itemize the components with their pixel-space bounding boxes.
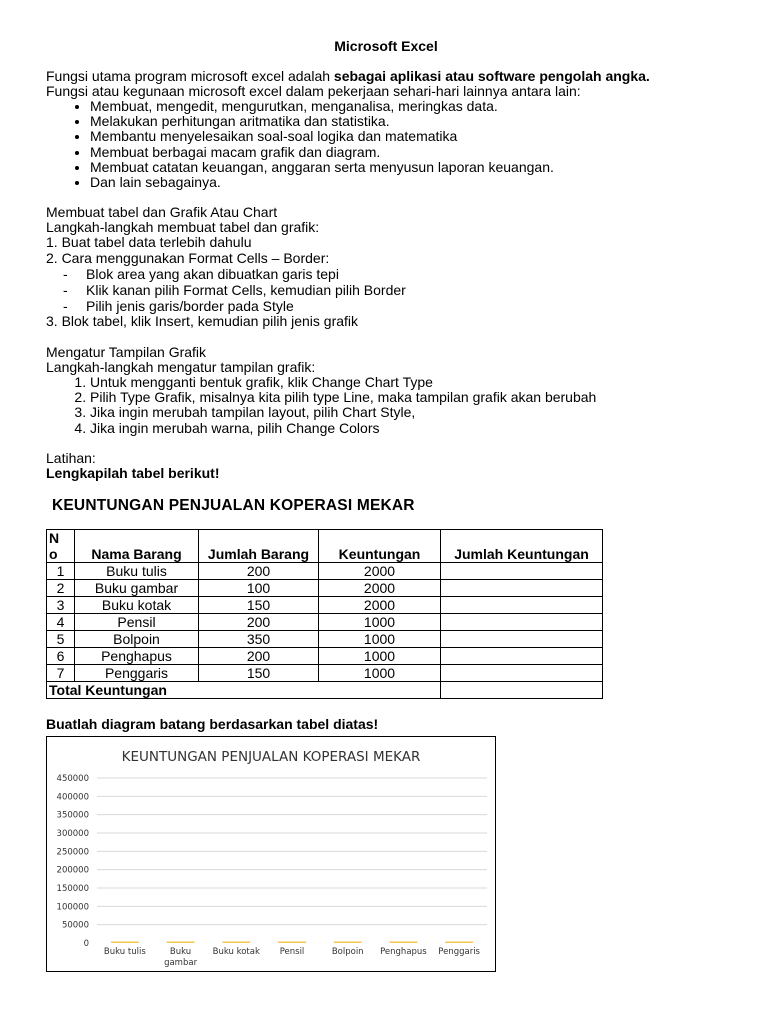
function-item: • Membuat berbagai macam grafik dan diagram. (90, 145, 726, 160)
cell-profit: 2000 (319, 596, 441, 613)
chart-svg (47, 737, 495, 971)
profit-table (46, 529, 603, 699)
chart-instruction: Buatlah diagram batang berdasarkan tabel diatas! (46, 715, 379, 732)
section2-title: Mengatur Tampilan Grafik (46, 344, 207, 360)
cell-no: 7 (47, 664, 75, 681)
cell-qty: 200 (199, 613, 319, 630)
y-tick-label: 250000 (56, 847, 89, 858)
table-row (47, 647, 603, 664)
cell-name: Buku tulis (75, 562, 199, 579)
cell-no: 1 (47, 562, 75, 579)
profit-bar-chart (46, 736, 496, 972)
step2-subitem (46, 266, 726, 282)
cell-qty: 150 (199, 596, 319, 613)
bar (222, 942, 250, 944)
cell-total-profit[interactable] (441, 613, 603, 630)
table-row (47, 562, 603, 579)
table-row (47, 579, 603, 596)
step2-sublist (46, 266, 726, 314)
cell-name: Buku kotak (75, 596, 199, 613)
header-no (47, 529, 75, 562)
cell-total-profit[interactable] (441, 596, 603, 613)
table-row (47, 630, 603, 647)
x-tick-label: Penghapus (380, 947, 427, 957)
header-no-line1: N (49, 529, 60, 546)
section1-title: Membuat tabel dan Grafik Atau Chart (46, 204, 278, 221)
bar (167, 942, 195, 944)
header-total-profit: Jumlah Keuntungan (441, 529, 603, 562)
total-label: Total Keuntungan (47, 681, 441, 698)
cell-qty: 100 (199, 579, 319, 596)
y-tick-label: 100000 (56, 902, 89, 913)
cell-grand-total[interactable] (441, 681, 603, 698)
cell-name: Penghapus (75, 647, 199, 664)
step2-subitem (46, 298, 726, 314)
section2-step: 2. Pilih Type Grafik, misalnya kita pilih type Line, maka tampilan grafik akan berubah (90, 390, 726, 405)
function-item: • Membuat catatan keuangan, anggaran serta menyusun laporan keuangan. (90, 160, 726, 175)
cell-profit: 1000 (319, 647, 441, 664)
intro-bold-text: sebagai aplikasi atau software pengolah angka. (333, 68, 650, 84)
function-item: • Membantu menyelesaikan soal-soal logika dan matematika (90, 129, 726, 144)
bar (334, 942, 362, 944)
cell-no: 5 (47, 630, 75, 647)
header-no-line2: o (49, 545, 58, 562)
y-tick-label: 200000 (56, 865, 89, 876)
table-row (47, 596, 603, 613)
cell-total-profit[interactable] (441, 579, 603, 596)
bar (111, 942, 139, 944)
cell-no: 4 (47, 613, 75, 630)
table-row (47, 664, 603, 681)
x-tick-label: Pensil (279, 947, 305, 957)
cell-profit: 1000 (319, 664, 441, 681)
dash-mark: - (63, 266, 68, 283)
y-tick-label: 0 (83, 939, 89, 949)
step-1: 1. Buat tabel data terlebih dahulu (46, 234, 252, 251)
cell-total-profit[interactable] (441, 647, 603, 664)
table-header-row (47, 529, 603, 562)
y-tick-label: 150000 (56, 884, 89, 894)
bar (390, 942, 418, 944)
step-3: 3. Blok tabel, klik Insert, kemudian pilih jenis grafik (46, 313, 359, 330)
intro-text: Fungsi utama program microsoft excel adalah (46, 68, 334, 84)
cell-total-profit[interactable] (441, 664, 603, 681)
y-tick-label: 350000 (56, 810, 89, 821)
section2-step: 3. Jika ingin merubah tampilan layout, pilih Chart Style, (90, 405, 726, 420)
table-total-row (47, 681, 603, 698)
table-row (47, 613, 603, 630)
table-title: KEUNTUNGAN PENJUALAN KOPERASI MEKAR (52, 496, 415, 514)
dash-mark: - (63, 298, 68, 315)
cell-qty: 200 (199, 647, 319, 664)
section2-intro: Langkah-langkah mengatur tampilan grafik: (46, 359, 316, 375)
bar (445, 942, 473, 944)
dash-mark: - (63, 282, 68, 299)
cell-no: 2 (47, 579, 75, 596)
step2-subitem-text: Pilih jenis garis/border pada Style (86, 298, 294, 315)
step2-subitem-text: Blok area yang akan dibuatkan garis tepi (86, 266, 339, 283)
x-tick-label: Buku gambar (164, 947, 198, 968)
section2-steps (46, 375, 726, 436)
function-item: • Melakukan perhitungan aritmatika dan statistika. (90, 114, 726, 129)
cell-profit: 1000 (319, 630, 441, 647)
section2-step: 4. Jika ingin merubah warna, pilih Change Colors (90, 421, 726, 436)
cell-name: Buku gambar (75, 579, 199, 596)
header-name: Nama Barang (75, 529, 199, 562)
function-item: • Dan lain sebagainya. (90, 175, 726, 190)
y-tick-label: 300000 (56, 829, 89, 839)
cell-profit: 2000 (319, 562, 441, 579)
document-page (46, 38, 726, 732)
cell-no: 3 (47, 596, 75, 613)
cell-profit: 2000 (319, 579, 441, 596)
exercise-instruction: Lengkapilah tabel berikut! (46, 464, 220, 481)
intro-paragraph (46, 69, 726, 84)
chart-title: KEUNTUNGAN PENJUALAN KOPERASI MEKAR (121, 749, 421, 765)
bar (278, 942, 306, 944)
cell-qty: 350 (199, 630, 319, 647)
cell-qty: 150 (199, 664, 319, 681)
header-profit: Keuntungan (319, 529, 441, 562)
header-qty: Jumlah Barang (199, 529, 319, 562)
step2-subitem-text: Klik kanan pilih Format Cells, kemudian pilih Border (86, 282, 406, 299)
section2-step: 1. Untuk mengganti bentuk grafik, klik Change Chart Type (90, 375, 726, 390)
functions-list (46, 99, 726, 190)
cell-no: 6 (47, 647, 75, 664)
x-tick-label: Buku tulis (103, 947, 146, 957)
y-tick-label: 400000 (56, 792, 89, 803)
cell-name: Penggaris (75, 664, 199, 681)
x-tick-label: Penggaris (438, 947, 481, 957)
cell-total-profit[interactable] (441, 630, 603, 647)
section1-intro: Langkah-langkah membuat tabel dan grafik: (46, 219, 320, 236)
cell-name: Pensil (75, 613, 199, 630)
exercise-label: Latihan: (46, 449, 96, 466)
intro2-paragraph: Fungsi atau kegunaan microsoft excel dalam pekerjaan sehari-hari lainnya antara lain: (46, 83, 581, 99)
y-tick-label: 50000 (61, 920, 89, 931)
step-2: 2. Cara menggunakan Format Cells – Border: (46, 249, 330, 266)
function-item: • Membuat, mengedit, mengurutkan, menganalisa, meringkas data. (90, 99, 726, 114)
cell-name: Bolpoin (75, 630, 199, 647)
x-tick-label: Buku kotak (212, 947, 260, 957)
cell-profit: 1000 (319, 613, 441, 630)
step2-subitem (46, 282, 726, 298)
doc-title: Microsoft Excel (334, 38, 438, 54)
y-tick-label: 450000 (56, 774, 89, 784)
cell-qty: 200 (199, 562, 319, 579)
x-tick-label: Bolpoin (331, 947, 364, 957)
cell-total-profit[interactable] (441, 562, 603, 579)
